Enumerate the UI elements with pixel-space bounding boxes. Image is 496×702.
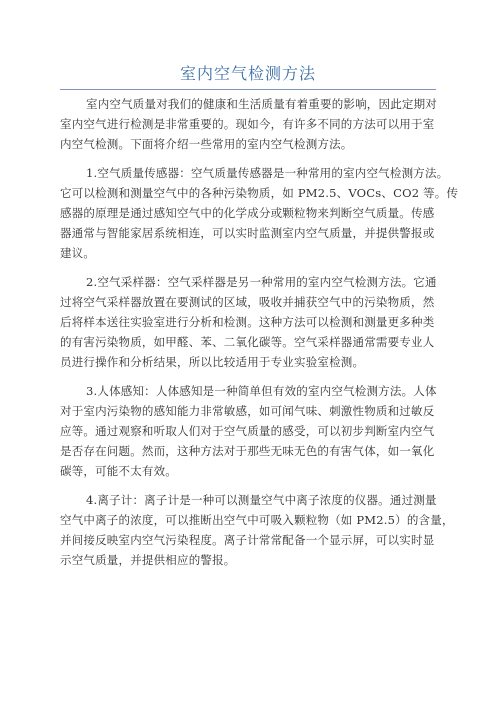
text-line: 它可以检测和测量空气中的各种污染物质，如 PM2.5、VOCs、CO2 等。传: [60, 186, 459, 200]
text-line: 内空气检测。下面将介绍一些常用的室内空气检测方法。: [60, 137, 353, 151]
text-line: 后将样本送往实验室进行分析和检测。这种方法可以检测和测量更多种类: [60, 315, 435, 329]
document-body: [60, 94, 459, 579]
text-line: 是否存在问题。然而，这种方法对于那些无味无色的有害气体，如一氧化: [60, 444, 435, 458]
text-line: 2.空气采样器：空气采样器是另一种常用的室内空气检测方法。它通: [86, 275, 437, 289]
text-line: 器通常与智能家居系统相连，可以实时监测室内空气质量，并提供警报或: [60, 226, 435, 240]
document-title: 室内空气检测方法: [179, 64, 316, 83]
text-line: 并间接反映室内空气污染程度。离子计常常配备一个显示屏，可以实时显: [60, 533, 435, 547]
text-line: 碳等，可能不太有效。: [60, 464, 177, 478]
text-line: 1.空气质量传感器：空气质量传感器是一种常用的室内空气检测方法。: [86, 166, 449, 180]
paragraph-method-3: [60, 381, 440, 481]
paragraph-intro: [60, 94, 440, 154]
title-divider: [60, 89, 436, 90]
text-line: 示空气质量，并提供相应的警报。: [60, 553, 236, 567]
text-line: 感器的原理是通过感知空气中的化学成分或颗粒物来判断空气质量。传感: [60, 206, 435, 220]
text-line: 的有害污染物质，如甲醛、苯、二氧化碳等。空气采样器通常需要专业人: [60, 335, 435, 349]
text-line: 3.人体感知：人体感知是一种简单但有效的室内空气检测方法。人体: [86, 384, 437, 398]
text-line: 员进行操作和分析结果，所以比较适用于专业实验室检测。: [60, 355, 365, 369]
text-line: 4.离子计：离子计是一种可以测量空气中离子浓度的仪器。通过测量: [86, 493, 437, 507]
text-line: 建议。: [60, 246, 96, 260]
paragraph-method-1: [60, 163, 459, 263]
paragraph-method-4: [60, 490, 454, 570]
text-line: 室内空气质量对我们的健康和生活质量有着重要的影响，因此定期对: [86, 97, 437, 111]
text-line: 空气中离子的浓度，可以推断出空气中可吸入颗粒物（如 PM2.5）的含量，: [60, 513, 454, 527]
text-line: 应等。通过观察和听取人们对于空气质量的感受，可以初步判断室内空气: [60, 424, 435, 438]
text-line: 室内空气进行检测是非常重要的。现如今，有许多不同的方法可以用于室: [60, 117, 435, 131]
paragraph-method-2: [60, 272, 440, 372]
text-line: 过将空气采样器放置在要测试的区域，吸收并捕获空气中的污染物质，然: [60, 295, 435, 309]
text-line: 对于室内污染物的感知能力非常敏感，如可闻气味、刺激性物质和过敏反: [60, 404, 435, 418]
